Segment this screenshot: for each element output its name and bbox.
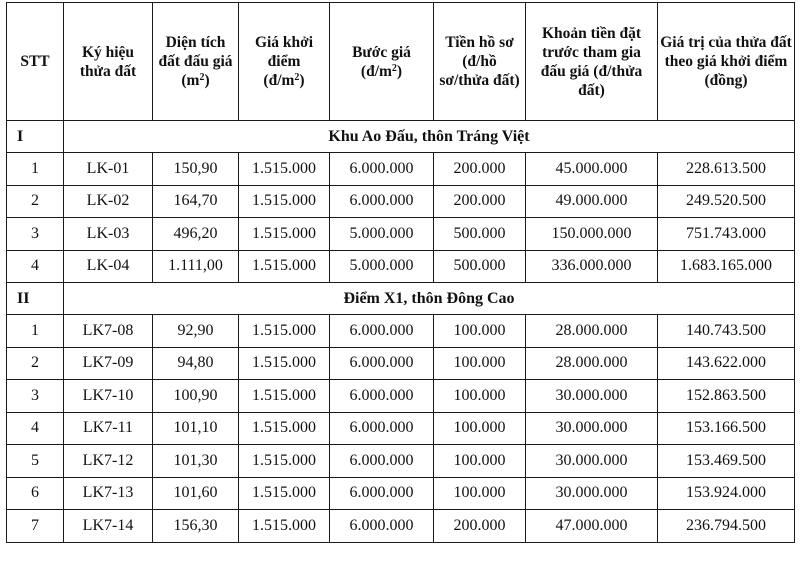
cell-khoan-tien: 30.000.000 [526,412,658,445]
table-row [7,510,795,543]
cell-tien-ho-so: 500.000 [434,250,526,283]
cell-dien-tich: 496,20 [153,218,239,251]
cell-tien-ho-so: 200.000 [434,510,526,543]
cell-stt: 5 [7,445,64,478]
header-ky-hieu: Ký hiệu thửa đất [64,3,153,121]
header-dien-tich [153,3,239,121]
cell-gia-khoi-diem: 1.515.000 [239,412,330,445]
cell-ky-hieu: LK7-13 [64,477,153,510]
header-gia-khoi-diem-unit: (đ/m [263,72,295,89]
cell-gia-tri: 153.166.500 [658,412,795,445]
section-roman: II [7,283,64,315]
cell-khoan-tien: 28.000.000 [526,315,658,348]
cell-buoc-gia: 5.000.000 [330,250,434,283]
header-tien-ho-so: Tiền hồ sơ (đ/hồ sơ/thửa đất) [434,3,526,121]
document-page [6,2,794,543]
table-row [7,445,795,478]
auction-land-table [6,2,795,543]
cell-buoc-gia: 6.000.000 [330,510,434,543]
header-dien-tich-close: ) [204,72,210,89]
cell-gia-tri: 152.863.500 [658,380,795,413]
cell-dien-tich: 150,90 [153,153,239,186]
cell-tien-ho-so: 200.000 [434,153,526,186]
table-row [7,185,795,218]
header-khoan-tien: Khoản tiền đặt trước tham gia đấu giá (đ/thửa đất) [526,3,658,121]
cell-khoan-tien: 30.000.000 [526,445,658,478]
cell-buoc-gia: 6.000.000 [330,380,434,413]
cell-ky-hieu: LK7-14 [64,510,153,543]
cell-stt: 3 [7,380,64,413]
cell-dien-tich: 101,60 [153,477,239,510]
header-gia-khoi-diem-label: Giá khởi điểm [254,34,314,70]
cell-gia-khoi-diem: 1.515.000 [239,477,330,510]
table-row [7,380,795,413]
header-gia-khoi-diem-close: ) [299,72,305,89]
table-row [7,477,795,510]
cell-buoc-gia: 6.000.000 [330,477,434,510]
cell-stt: 3 [7,218,64,251]
cell-khoan-tien: 47.000.000 [526,510,658,543]
cell-gia-tri: 1.683.165.000 [658,250,795,283]
header-buoc-gia [330,3,434,121]
table-row [7,218,795,251]
cell-ky-hieu: LK-01 [64,153,153,186]
cell-gia-khoi-diem: 1.515.000 [239,218,330,251]
cell-dien-tich: 1.111,00 [153,250,239,283]
header-dien-tich-unit: (m [181,72,200,89]
header-dien-tich-label: Diện tích đất đấu giá [158,34,233,70]
cell-stt: 7 [7,510,64,543]
cell-gia-khoi-diem: 1.515.000 [239,315,330,348]
section-roman: I [7,121,64,153]
cell-dien-tich: 164,70 [153,185,239,218]
cell-khoan-tien: 336.000.000 [526,250,658,283]
cell-tien-ho-so: 100.000 [434,380,526,413]
cell-khoan-tien: 150.000.000 [526,218,658,251]
header-dien-tich-sup: 2 [199,72,205,83]
cell-khoan-tien: 49.000.000 [526,185,658,218]
header-row [7,3,795,121]
cell-khoan-tien: 30.000.000 [526,380,658,413]
cell-gia-tri: 153.469.500 [658,445,795,478]
cell-buoc-gia: 6.000.000 [330,153,434,186]
header-gia-khoi-diem [239,3,330,121]
cell-tien-ho-so: 100.000 [434,412,526,445]
table-row [7,153,795,186]
cell-gia-khoi-diem: 1.515.000 [239,380,330,413]
cell-gia-khoi-diem: 1.515.000 [239,185,330,218]
cell-buoc-gia: 5.000.000 [330,218,434,251]
cell-gia-tri: 228.613.500 [658,153,795,186]
section-title: Điểm X1, thôn Đông Cao [64,283,795,315]
cell-stt: 4 [7,250,64,283]
cell-stt: 4 [7,412,64,445]
cell-gia-tri: 236.794.500 [658,510,795,543]
header-buoc-gia-label: Bước giá [352,43,411,61]
cell-tien-ho-so: 100.000 [434,445,526,478]
cell-buoc-gia: 6.000.000 [330,185,434,218]
cell-stt: 1 [7,153,64,186]
cell-gia-khoi-diem: 1.515.000 [239,445,330,478]
section-title: Khu Ao Đấu, thôn Tráng Việt [64,121,795,153]
cell-dien-tich: 94,80 [153,347,239,380]
cell-khoan-tien: 45.000.000 [526,153,658,186]
cell-ky-hieu: LK-04 [64,250,153,283]
cell-ky-hieu: LK7-08 [64,315,153,348]
header-gia-tri: Giá trị của thửa đất theo giá khởi điểm (đồng) [658,3,795,121]
cell-gia-tri: 153.924.000 [658,477,795,510]
cell-buoc-gia: 6.000.000 [330,347,434,380]
cell-ky-hieu: LK7-09 [64,347,153,380]
header-gia-khoi-diem-sup: 2 [294,72,300,83]
header-buoc-gia-sup: 2 [391,62,397,74]
cell-ky-hieu: LK-02 [64,185,153,218]
cell-gia-tri: 249.520.500 [658,185,795,218]
cell-stt: 1 [7,315,64,348]
table-body [7,121,795,543]
cell-tien-ho-so: 500.000 [434,218,526,251]
cell-gia-tri: 140.743.500 [658,315,795,348]
cell-gia-khoi-diem: 1.515.000 [239,250,330,283]
cell-ky-hieu: LK7-11 [64,412,153,445]
header-stt: STT [7,3,64,121]
section-row [7,283,795,315]
header-buoc-gia-unit: (đ/m [360,62,392,80]
cell-tien-ho-so: 100.000 [434,347,526,380]
table-row [7,412,795,445]
cell-buoc-gia: 6.000.000 [330,315,434,348]
cell-gia-tri: 143.622.000 [658,347,795,380]
cell-gia-khoi-diem: 1.515.000 [239,347,330,380]
cell-tien-ho-so: 100.000 [434,315,526,348]
cell-dien-tich: 92,90 [153,315,239,348]
cell-khoan-tien: 30.000.000 [526,477,658,510]
cell-gia-tri: 751.743.000 [658,218,795,251]
cell-gia-khoi-diem: 1.515.000 [239,510,330,543]
cell-ky-hieu: LK-03 [64,218,153,251]
table-row [7,347,795,380]
cell-stt: 2 [7,185,64,218]
cell-khoan-tien: 28.000.000 [526,347,658,380]
cell-dien-tich: 101,10 [153,412,239,445]
cell-buoc-gia: 6.000.000 [330,412,434,445]
cell-buoc-gia: 6.000.000 [330,445,434,478]
cell-ky-hieu: LK7-12 [64,445,153,478]
section-row [7,121,795,153]
cell-dien-tich: 101,30 [153,445,239,478]
cell-stt: 2 [7,347,64,380]
cell-ky-hieu: LK7-10 [64,380,153,413]
cell-gia-khoi-diem: 1.515.000 [239,153,330,186]
cell-tien-ho-so: 200.000 [434,185,526,218]
cell-dien-tich: 100,90 [153,380,239,413]
header-buoc-gia-close: ) [396,62,403,80]
cell-stt: 6 [7,477,64,510]
cell-dien-tich: 156,30 [153,510,239,543]
cell-tien-ho-so: 100.000 [434,477,526,510]
table-row [7,315,795,348]
table-row [7,250,795,283]
